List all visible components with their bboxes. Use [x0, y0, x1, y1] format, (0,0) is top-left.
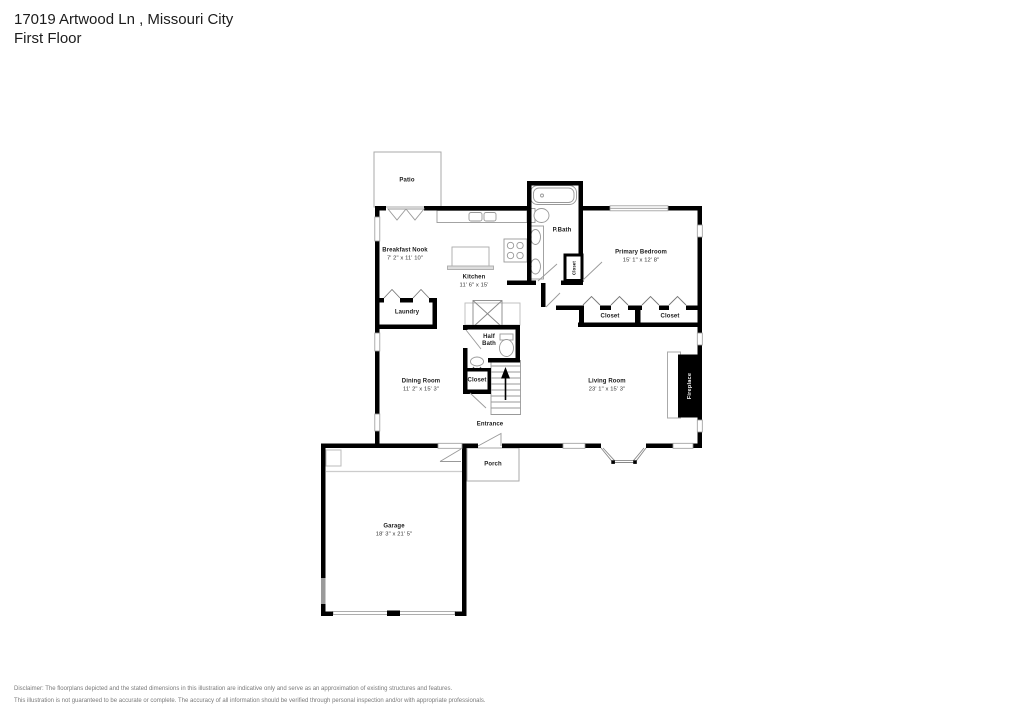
room-label-living-room: Living Room 23' 1" x 15' 3"	[588, 378, 626, 393]
window	[563, 443, 585, 448]
room-dims: 23' 1" x 15' 3"	[588, 386, 626, 393]
half-bath-door-swing	[466, 330, 481, 349]
garage-side-window	[321, 578, 326, 604]
hvac-unit	[465, 301, 520, 328]
window	[375, 333, 380, 351]
room-label-dining-room: Dining Room 11' 2" x 15' 3"	[401, 378, 441, 393]
room-dims: 11' 2" x 15' 3"	[402, 386, 440, 393]
room-label-closet-stairs: Closet	[467, 377, 487, 384]
room-dims: 18' 3" x 21' 5"	[375, 531, 413, 538]
pbath-closet-label: Closet	[571, 260, 576, 275]
room-dims: 11' 6" x 15'	[459, 282, 489, 289]
french-door-icon	[406, 209, 424, 220]
kitchen-sink-icon	[469, 213, 482, 222]
floor-line: First Floor	[14, 30, 82, 47]
room-label-primary-bedroom: Primary Bedroom 15' 1" x 12' 8"	[615, 249, 667, 264]
room-label-closet-left: Closet	[600, 313, 620, 319]
kitchen-fixtures	[437, 211, 527, 270]
stair-closet-door-swing	[470, 393, 486, 408]
room-label-patio: Patio	[399, 177, 415, 184]
room-label-entrance: Entrance	[476, 421, 504, 428]
room-label-laundry: Laundry	[394, 309, 420, 316]
garage-house-door-opening	[438, 443, 462, 448]
entrance-door-swing	[478, 434, 501, 447]
french-door-icon	[388, 209, 406, 220]
window	[375, 217, 380, 241]
window	[673, 443, 693, 448]
room-label-garage: Garage 18' 3" x 21' 5"	[375, 523, 413, 538]
garage-door-swing	[440, 449, 461, 462]
disclaimer-line-2: This illustration is not guaranteed to be accurate or complete. The accuracy of all information should be verified through personal inspection and/or with appropriate professionals.	[14, 698, 486, 704]
stairs	[491, 360, 521, 415]
room-label-closet-right: Closet	[660, 313, 680, 319]
hall-door-swing	[546, 293, 560, 307]
window	[375, 414, 380, 431]
window	[697, 420, 702, 432]
bedroom-door-swing	[583, 262, 602, 280]
fireplace-label: Fireplace	[687, 372, 693, 400]
room-label-half-bath: Half Bath	[482, 334, 496, 347]
room-label-kitchen: Kitchen 11' 6" x 15'	[459, 274, 489, 289]
room-label-breakfast-nook: Breakfast Nook 7' 2" x 11' 10"	[382, 247, 428, 262]
room-label-pbath: P.Bath	[552, 227, 572, 234]
window	[697, 225, 702, 237]
disclaimer	[14, 683, 486, 707]
room-dims: 15' 1" x 12' 8"	[622, 257, 660, 264]
water-heater-icon	[326, 450, 341, 466]
window	[697, 333, 702, 345]
bay-window	[601, 448, 646, 464]
room-label-porch: Porch	[484, 461, 502, 467]
disclaimer-line-1: Disclaimer: The floorplans depicted and the stated dimensions in this illustration are indicative only and serve as an approximation of existing structures and features.	[14, 686, 453, 692]
room-dims: 7' 2" x 11' 10"	[386, 255, 424, 262]
sink-icon	[471, 357, 484, 366]
fireplace	[668, 352, 703, 418]
interior-walls	[375, 281, 702, 395]
stove-icon	[504, 239, 527, 262]
address-line: 17019 Artwood Ln , Missouri City	[14, 11, 234, 28]
table-icon	[452, 247, 489, 267]
